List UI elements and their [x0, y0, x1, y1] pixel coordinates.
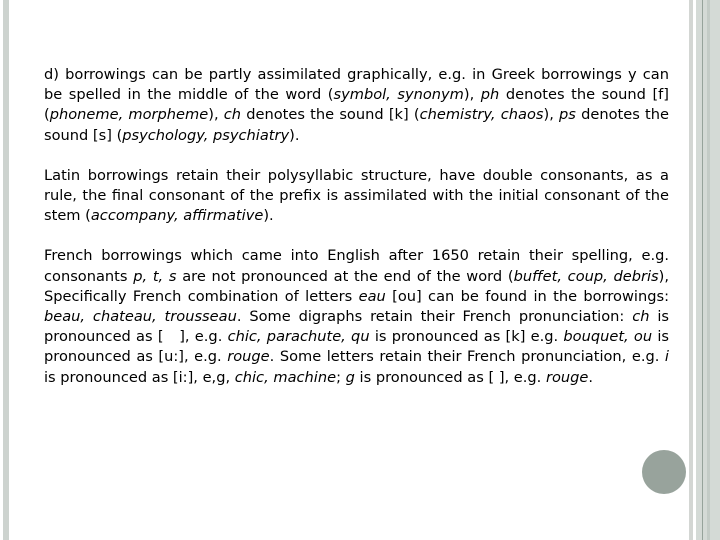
italic-term: psychology, psychiatry [122, 126, 290, 144]
italic-term: accompany, affirmative [90, 207, 264, 225]
text-run: . [588, 368, 594, 386]
italic-term: chemistry, chaos [419, 106, 544, 124]
italic-term: chic, machine [234, 368, 337, 386]
text-run: ; [336, 368, 346, 386]
text-run: ), [208, 106, 224, 124]
text-run: Latin borrowings retain their polysyllabic structure, have double consonants, as a rule, the final consonant of the prefix is assimilated with the initial consonant of the stem ( [44, 166, 669, 225]
italic-term: rouge [227, 348, 270, 366]
decorative-circle [642, 450, 686, 494]
right-decorative-line [702, 0, 703, 540]
italic-term: symbol, synonym [333, 86, 464, 104]
text-run: ), Specifically French combination of letters [44, 267, 669, 305]
text-run: ), [543, 106, 560, 124]
text-run: d) borrowings can be partly assimilated graphically, e.g. in Greek borrowings y can be spelled in the middle of the word ( [44, 66, 669, 104]
italic-term: rouge [545, 368, 589, 386]
italic-term: chic, parachute, qu [227, 328, 370, 346]
italic-term: eau [358, 287, 386, 305]
italic-term: ch [223, 106, 242, 124]
text-run: denotes the sound [f] ( [44, 86, 669, 124]
italic-term: ch [632, 308, 650, 326]
text-run: . Some digraphs retain their French pronunciation: [236, 308, 633, 326]
paragraph-latin-borrowings [44, 166, 669, 227]
text-run: denotes the sound [k] ( [241, 106, 420, 124]
text-run: [ou] can be found in the borrowings: [385, 287, 669, 305]
text-run: ). [263, 207, 274, 225]
paragraph-french-borrowings [44, 246, 669, 387]
right-decorative-line [707, 0, 710, 540]
italic-term: g [345, 368, 355, 386]
text-run: denotes the sound [s] ( [44, 106, 669, 144]
italic-term: p, t, s [133, 267, 177, 285]
right-decorative-stripe [689, 0, 693, 540]
text-run: is pronounced as [u:], e.g. [44, 328, 670, 366]
italic-term: bouquet, ou [563, 328, 653, 346]
text-run: ), [463, 86, 481, 104]
paragraph-greek-borrowings [44, 65, 669, 146]
text-run: ). [289, 126, 300, 144]
italic-term: phoneme, morpheme [49, 106, 209, 124]
italic-term: buffet, coup, debris [513, 267, 659, 285]
slide-body [44, 65, 669, 388]
text-run: is pronounced as [ ], e.g. [354, 368, 546, 386]
italic-term: i [664, 348, 669, 366]
text-run: is pronounced as [k] e.g. [369, 328, 564, 346]
text-run: are not pronounced at the end of the word ( [176, 267, 514, 285]
text-run: . Some letters retain their French pronunciation, e.g. [269, 348, 665, 366]
text-run: is pronounced as [i:], e,g, [44, 368, 235, 386]
text-run: is pronounced as [ ], e.g. [44, 308, 669, 346]
italic-term: ph [480, 86, 500, 104]
text-run: French borrowings which came into English after 1650 retain their spelling, e.g. consonants [44, 247, 669, 285]
italic-term: beau, chateau, trousseau [44, 308, 237, 326]
left-decorative-stripe [3, 0, 9, 540]
italic-term: ps [559, 106, 576, 124]
